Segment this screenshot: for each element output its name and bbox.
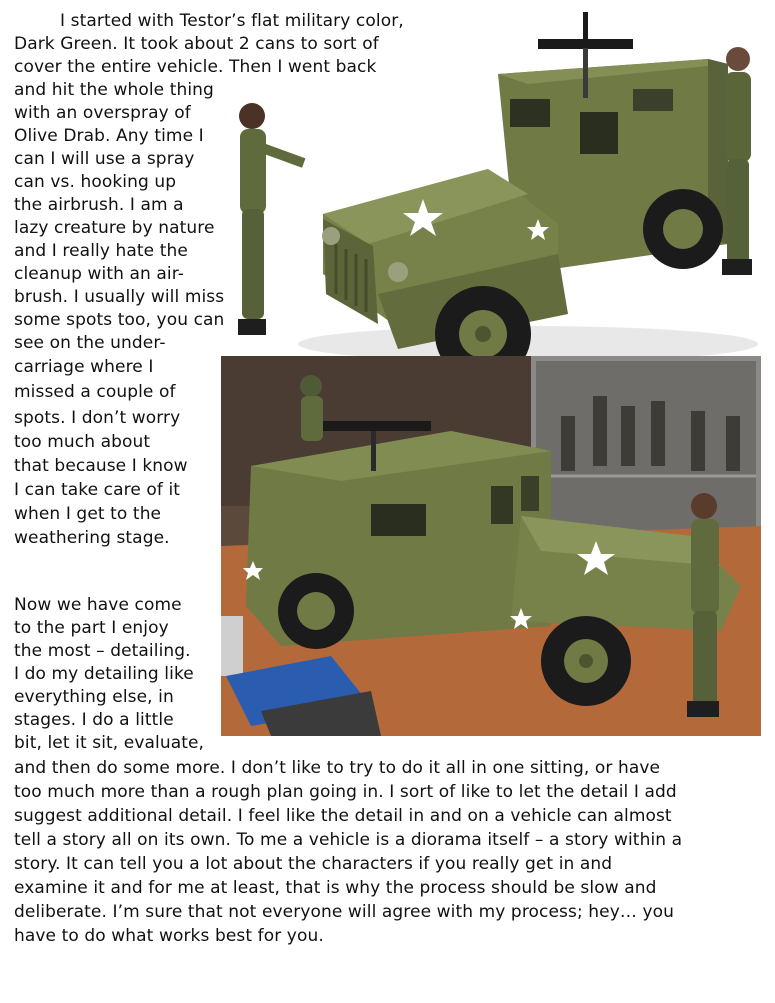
paragraph-2-line-4: I do my detailing like	[14, 664, 194, 684]
paragraph-1-line-14: some spots too, you can	[14, 310, 225, 330]
paragraph-2-line-5: everything else, in	[14, 687, 174, 707]
paragraph-1-line-4: and hit the whole thing	[14, 80, 214, 100]
photo-vehicle-on-table	[221, 356, 761, 736]
paragraph-1-line-23: weathering stage.	[14, 528, 170, 548]
paragraph-1-line-17: missed a couple of	[14, 382, 176, 402]
paragraph-1-line-2: Dark Green. It took about 2 cans to sort of	[14, 34, 379, 54]
paragraph-1-line-20: that because I know	[14, 456, 188, 476]
vehicle-illustration-2	[221, 356, 761, 736]
paragraph-2-line-1: Now we have come	[14, 595, 182, 615]
paragraph-1-line-9: the airbrush. I am a	[14, 195, 184, 215]
paragraph-1-line-19: too much about	[14, 432, 151, 452]
paragraph-1-line-15: see on the under-	[14, 333, 166, 353]
paragraph-2-line-3: the most – detailing.	[14, 641, 191, 661]
paragraph-1-line-12: cleanup with an air-	[14, 264, 184, 284]
paragraph-2-line-13: examine it and for me at least, that is why the process should be slow and	[14, 878, 657, 898]
paragraph-1-line-18: spots. I don’t worry	[14, 408, 181, 428]
paragraph-1-line-8: can vs. hooking up	[14, 172, 177, 192]
paragraph-1-line-7: can I will use a spray	[14, 149, 195, 169]
paragraph-1-line-13: brush. I usually will miss	[14, 287, 225, 307]
paragraph-1-line-16: carriage where I	[14, 357, 154, 377]
paragraph-1-line-21: I can take care of it	[14, 480, 181, 500]
paragraph-2-line-14: deliberate. I’m sure that not everyone will agree with my process; hey… you	[14, 902, 675, 922]
paragraph-1-line-10: lazy creature by nature	[14, 218, 215, 238]
paragraph-2-line-2: to the part I enjoy	[14, 618, 169, 638]
paragraph-2-line-8: and then do some more. I don’t like to try to do it all in one sitting, or have	[14, 758, 661, 778]
paragraph-1-line-11: and I really hate the	[14, 241, 188, 261]
paragraph-1-line-5: with an overspray of	[14, 103, 191, 123]
paragraph-2-line-15: have to do what works best for you.	[14, 926, 324, 946]
paragraph-1-line-1: I started with Testor’s flat military color,	[60, 11, 404, 31]
paragraph-2-line-9: too much more than a rough plan going in. I sort of like to let the detail I add	[14, 782, 677, 802]
paragraph-2-line-6: stages. I do a little	[14, 710, 174, 730]
paragraph-2-line-11: tell a story all on its own. To me a vehicle is a diorama itself – a story within a	[14, 830, 683, 850]
paragraph-2-line-7: bit, let it sit, evaluate,	[14, 733, 205, 753]
paragraph-1-line-6: Olive Drab. Any time I	[14, 126, 204, 146]
paragraph-1-line-3: cover the entire vehicle. Then I went back	[14, 57, 377, 77]
paragraph-1-line-22: when I get to the	[14, 504, 162, 524]
paragraph-2-line-12: story. It can tell you a lot about the characters if you really get in and	[14, 854, 613, 874]
paragraph-2-line-10: suggest additional detail. I feel like the detail in and on a vehicle can almost	[14, 806, 672, 826]
